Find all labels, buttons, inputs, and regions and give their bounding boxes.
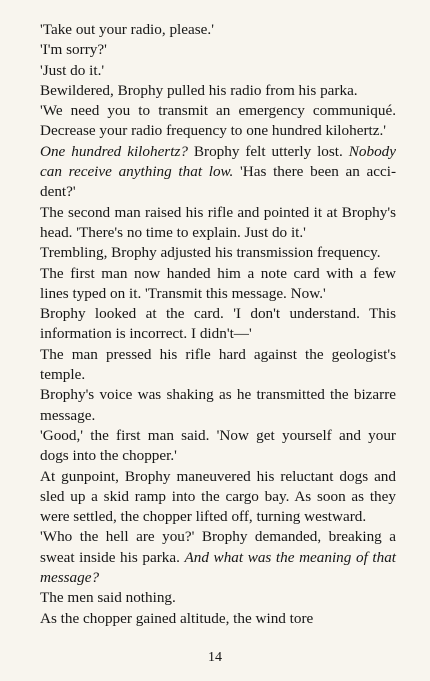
paragraph [40,527,396,588]
paragraph [40,588,396,608]
text-run: The first man now handed him a note card with a few lines typed on it. 'Transmit this message. Now.' [40,264,396,302]
text-run: 'Take out your radio, please.' [40,21,214,38]
paragraph [40,203,396,244]
paragraph [40,81,396,101]
page-number: 14 [208,650,222,665]
paragraph [40,40,396,60]
text-run: 'Who the hell are you?' Brophy demanded, breaking a sweat inside his parka. [40,528,396,566]
text-run: Brophy looked at the card. 'I don't understand. This information is incorrect. I didn't—' [40,305,396,343]
text-run: Brophy's voice was shaking as he transmitted the bizarre message. [40,386,396,424]
text-run: Bewildered, Brophy pulled his radio from his parka. [40,81,358,99]
text-run: At gunpoint, Brophy maneuvered his reluctant dogs and sled up a skid ramp into the cargo bay. As soon as they were settled, the chopper lifted off, turning westward. [40,467,396,526]
paragraph [40,385,396,426]
paragraph [40,345,396,386]
text-run: The men said nothing. [40,589,176,607]
paragraph [40,142,396,203]
paragraph [40,101,396,142]
text-run: 'Good,' the first man said. 'Now get yourself and your dogs into the chopper.' [40,426,396,465]
paragraph [40,243,396,263]
text-run: 'I'm sorry?' [40,41,107,59]
paragraph [40,609,396,629]
text-run: As the chopper gained altitude, the wind tore [40,609,314,627]
italic-text-run: Nobody can receive anything that low. [40,142,396,181]
text-run: The man pressed his rifle hard against the geologist's temple. [40,345,396,384]
body-text [40,20,396,629]
text-run: 'We need you to transmit an emergency communiqué. Decrease your radio frequency to one hundred kilohertz.' [40,102,396,140]
paragraph [40,264,396,305]
paragraph [40,20,396,40]
text-run: 'Just do it.' [40,61,105,79]
text-run: Brophy felt utterly lost. [187,142,349,160]
paragraph [40,61,396,81]
paragraph [40,304,396,345]
text-run: Trembling, Brophy adjusted his transmission frequency. [40,244,381,262]
paragraph [40,467,396,528]
italic-text-run: And what was the meaning of that message? [40,548,397,587]
italic-text-run: One hundred kilohertz? [40,142,188,160]
paragraph [40,426,396,467]
text-run: The second man raised his rifle and pointed it at Brophy's head. 'There's no time to explain. Just do it.' [40,203,396,241]
text-run: 'Has there been an accident?' [40,163,396,201]
